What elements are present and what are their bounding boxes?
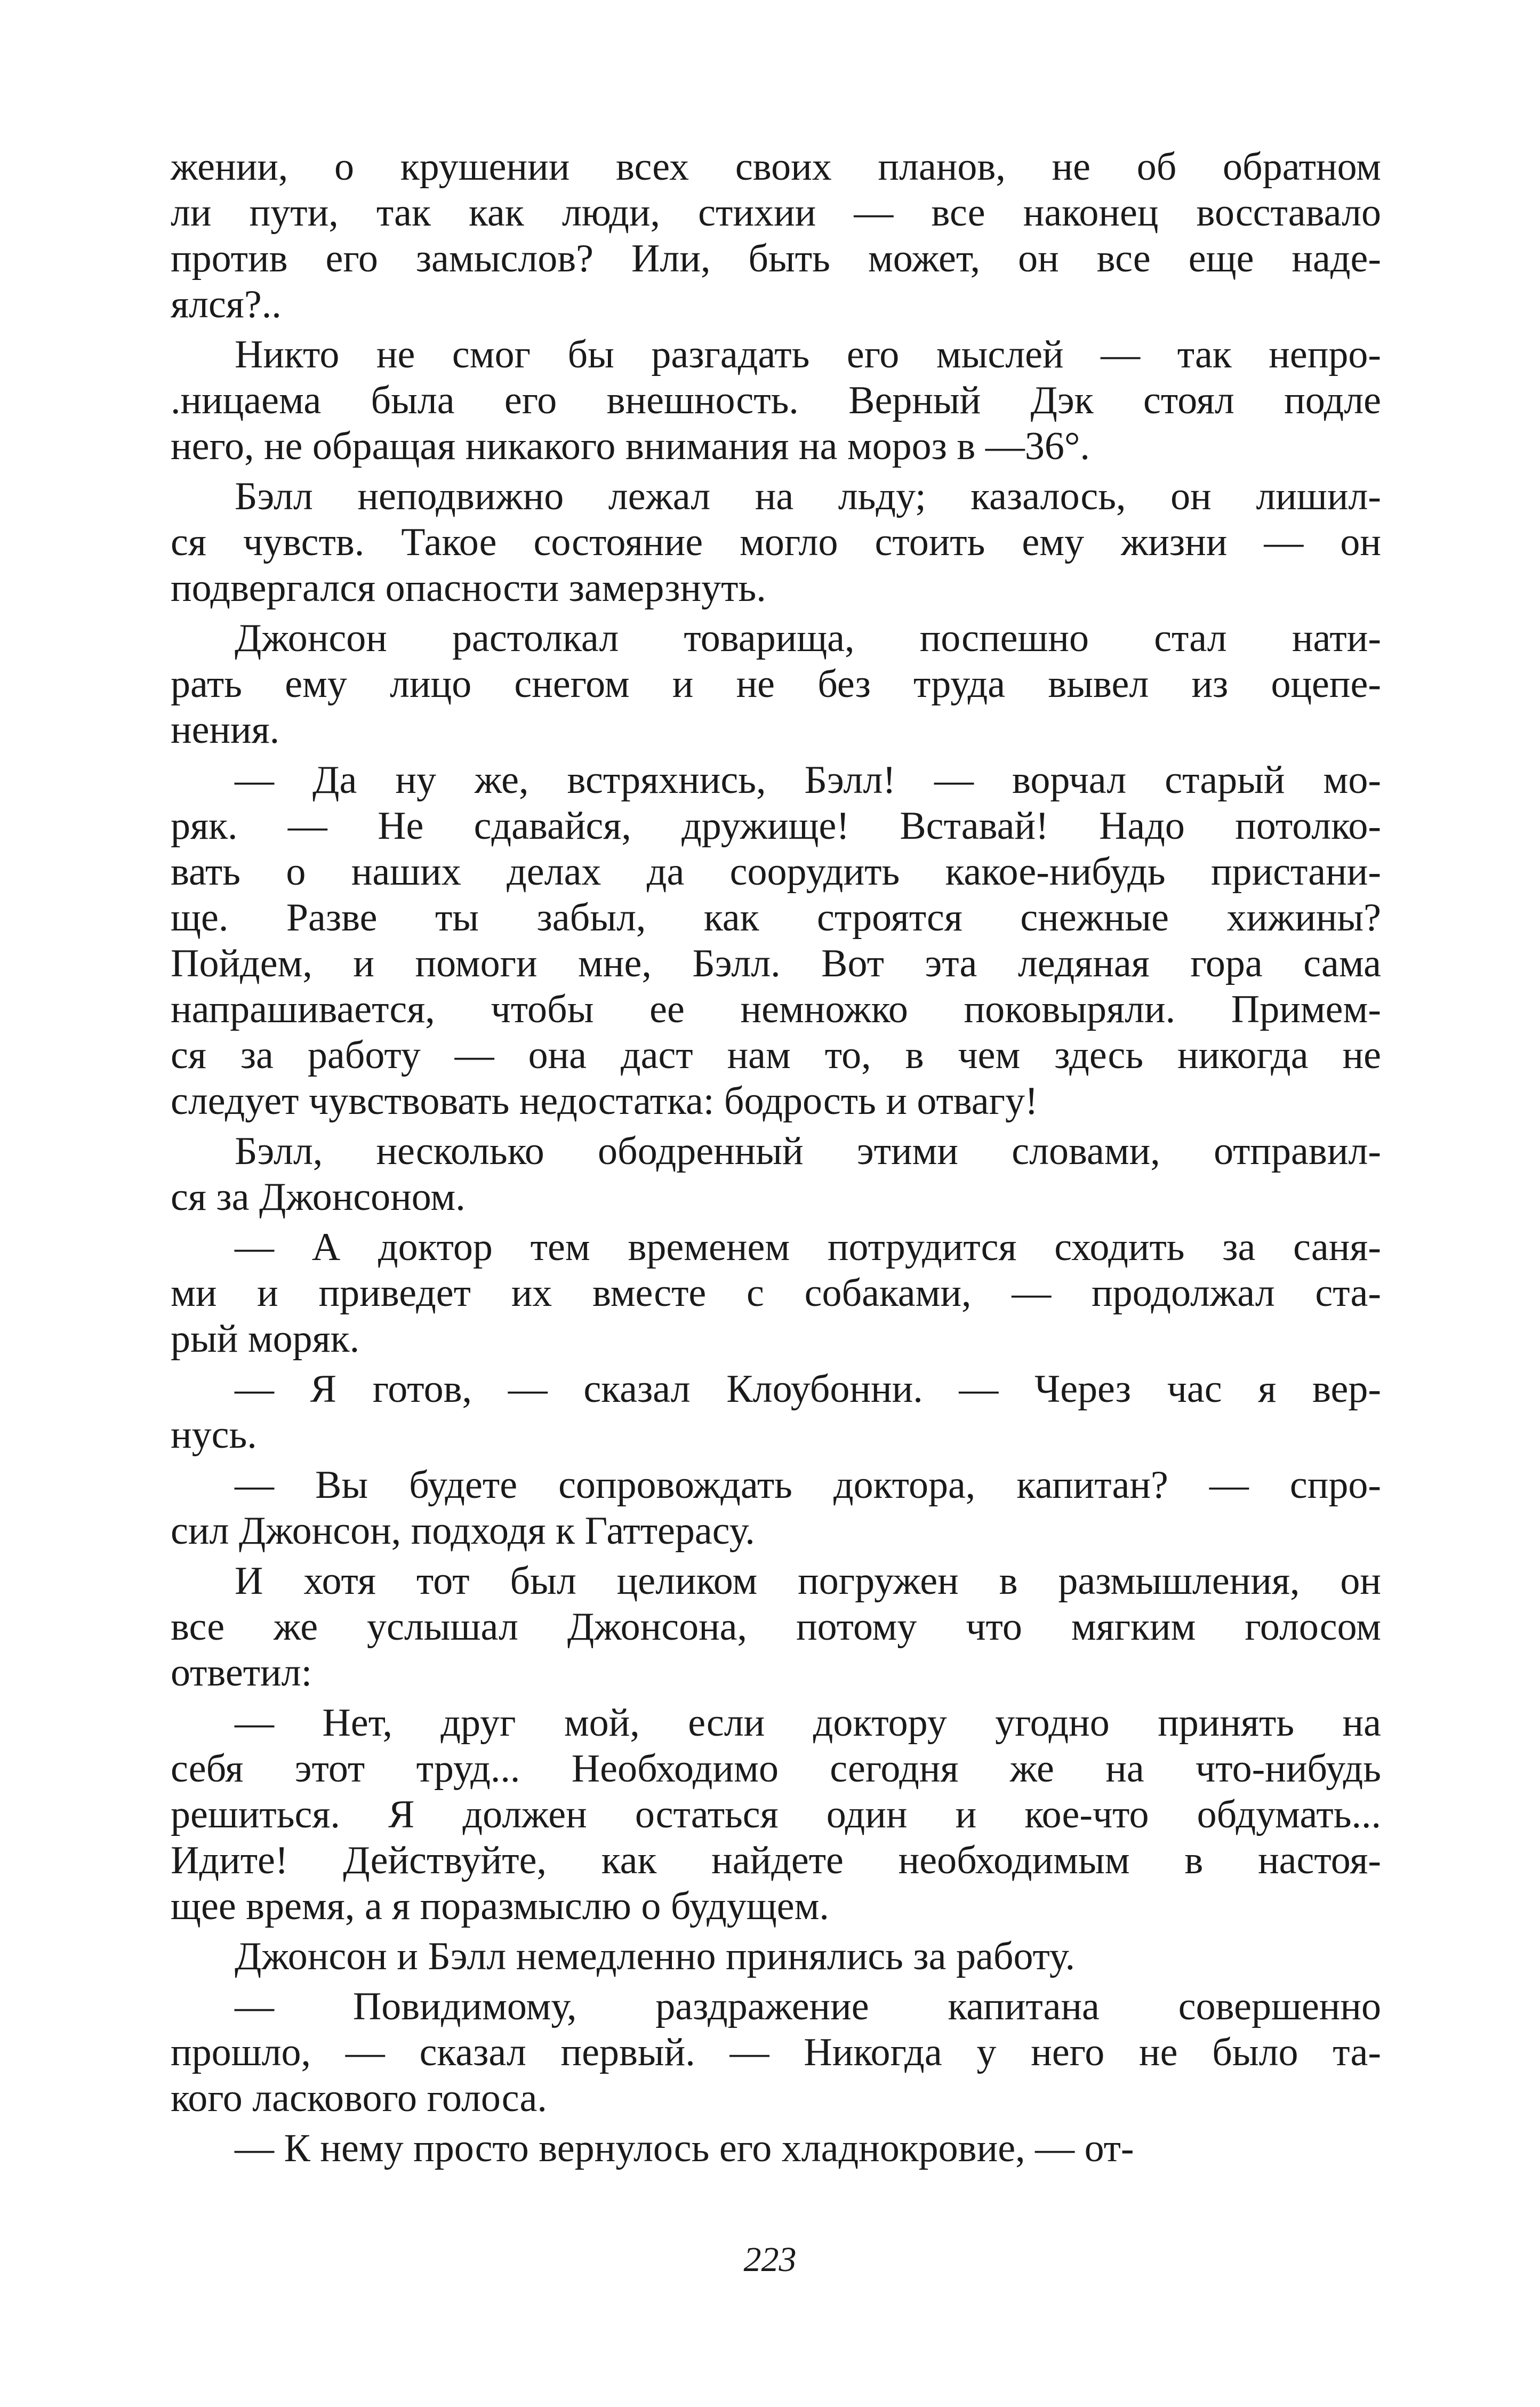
text-line: рый моряк. bbox=[171, 1317, 360, 1361]
paragraph-gap bbox=[171, 753, 1381, 757]
text-line: ся за работу — она даст нам то, в чем здесь никогда не bbox=[171, 1033, 1381, 1077]
paragraph-gap bbox=[171, 1362, 1381, 1366]
paragraph-gap bbox=[171, 1554, 1381, 1558]
paragraph bbox=[171, 1128, 1381, 1220]
text-line: — Вы будете сопровождать доктора, капитан? — спро- bbox=[235, 1463, 1381, 1507]
paragraph-gap bbox=[171, 1929, 1381, 1933]
text-line: .ницаема была его внешность. Верный Дэк стоял подле bbox=[171, 379, 1381, 422]
paragraph-gap bbox=[171, 1458, 1381, 1462]
text-line: ряк. — Не сдавайся, дружище! Вставай! Надо потолко- bbox=[171, 804, 1381, 848]
paragraph bbox=[171, 474, 1381, 611]
text-line: ли пути, так как люди, стихии — все наконец восставало bbox=[171, 191, 1381, 235]
text-line: ся чувств. Такое состояние могло стоить ему жизни — он bbox=[171, 520, 1381, 564]
text-line: прошло, — сказал первый. — Никогда у него не было та- bbox=[171, 2031, 1381, 2074]
text-line: Джонсон и Бэлл немедленно принялись за работу. bbox=[235, 1935, 1075, 1978]
text-line: Джонсон растолкал товарища, поспешно стал нати- bbox=[235, 616, 1381, 660]
paragraph bbox=[171, 144, 1381, 327]
text-line: нения. bbox=[171, 708, 280, 752]
paragraph bbox=[171, 1366, 1381, 1458]
paragraph bbox=[171, 2125, 1381, 2171]
text-line: ми и приведет их вместе с собаками, — продолжал ста- bbox=[171, 1271, 1381, 1315]
text-line: решиться. Я должен остаться один и кое-что обдумать... bbox=[171, 1793, 1381, 1836]
text-line: него, не обращая никакого внимания на мороз в —36°. bbox=[171, 424, 1090, 468]
paragraph bbox=[171, 1558, 1381, 1696]
text-line: — Нет, друг мой, если доктору угодно принять на bbox=[235, 1701, 1381, 1745]
body-text bbox=[171, 144, 1381, 2171]
paragraph bbox=[171, 332, 1381, 469]
paragraph bbox=[171, 1984, 1381, 2121]
text-line: все же услышал Джонсона, потому что мягким голосом bbox=[171, 1605, 1381, 1649]
text-line: — А доктор тем временем потрудится сходить за саня- bbox=[235, 1225, 1381, 1269]
paragraph-gap bbox=[171, 1220, 1381, 1224]
text-line: кого ласкового голоса. bbox=[171, 2076, 547, 2120]
text-line: — Я готов, — сказал Клоубонни. — Через час я вер- bbox=[235, 1367, 1381, 1411]
paragraph bbox=[171, 757, 1381, 1124]
text-line: сил Джонсон, подходя к Гаттерасу. bbox=[171, 1509, 755, 1553]
paragraph-gap bbox=[171, 1696, 1381, 1700]
text-line: — Да ну же, встряхнись, Бэлл! — ворчал старый мо- bbox=[235, 758, 1381, 802]
text-line: жении, о крушении всех своих планов, не об обратном bbox=[171, 145, 1381, 189]
text-line: нусь. bbox=[171, 1413, 257, 1457]
text-line: — К нему просто вернулось его хладнокровие, — от- bbox=[235, 2127, 1134, 2170]
text-line: вать о наших делах да соорудить какое-нибудь пристани- bbox=[171, 850, 1381, 894]
text-line: подвергался опасности замерзнуть. bbox=[171, 566, 766, 610]
text-line: Никто не смог бы разгадать его мыслей — так непро- bbox=[235, 333, 1381, 376]
paragraph bbox=[171, 1462, 1381, 1554]
text-line: ся за Джонсоном. bbox=[171, 1175, 466, 1219]
text-line: рать ему лицо снегом и не без труда вывел из оцепе- bbox=[171, 662, 1381, 706]
text-line: следует чувствовать недостатка: бодрость и отвагу! bbox=[171, 1079, 1038, 1123]
text-line: Бэлл неподвижно лежал на льду; казалось, он лишил- bbox=[235, 475, 1381, 518]
page-number: 223 bbox=[743, 2240, 797, 2279]
paragraph bbox=[171, 1224, 1381, 1362]
text-line: себя этот труд... Необходимо сегодня же на что-нибудь bbox=[171, 1747, 1381, 1791]
paragraph-gap bbox=[171, 611, 1381, 615]
paragraph bbox=[171, 615, 1381, 753]
text-line: напрашивается, чтобы ее немножко поковыряли. Примем- bbox=[171, 988, 1381, 1031]
text-line: Идите! Действуйте, как найдете необходимым в настоя- bbox=[171, 1839, 1381, 1882]
text-line: ще. Разве ты забыл, как строятся снежные хижины? bbox=[171, 896, 1381, 940]
paragraph-gap bbox=[171, 469, 1381, 474]
paragraph-gap bbox=[171, 2121, 1381, 2125]
text-line: Бэлл, несколько ободренный этими словами, отправил- bbox=[235, 1129, 1381, 1173]
paragraph-gap bbox=[171, 1979, 1381, 1984]
text-line: — Повидимому, раздражение капитана совершенно bbox=[235, 1985, 1381, 2028]
paragraph bbox=[171, 1933, 1381, 1979]
text-line: ответил: bbox=[171, 1651, 312, 1695]
text-line: против его замыслов? Или, быть может, он все еще наде- bbox=[171, 237, 1381, 280]
text-line: щее время, а я поразмыслю о будущем. bbox=[171, 1884, 829, 1928]
text-line: Пойдем, и помоги мне, Бэлл. Вот эта ледяная гора сама bbox=[171, 942, 1381, 985]
paragraph-gap bbox=[171, 327, 1381, 332]
paragraph bbox=[171, 1700, 1381, 1929]
text-line: И хотя тот был целиком погружен в размышления, он bbox=[235, 1559, 1381, 1603]
paragraph-gap bbox=[171, 1124, 1381, 1128]
text-line: ялся?.. bbox=[171, 283, 282, 326]
